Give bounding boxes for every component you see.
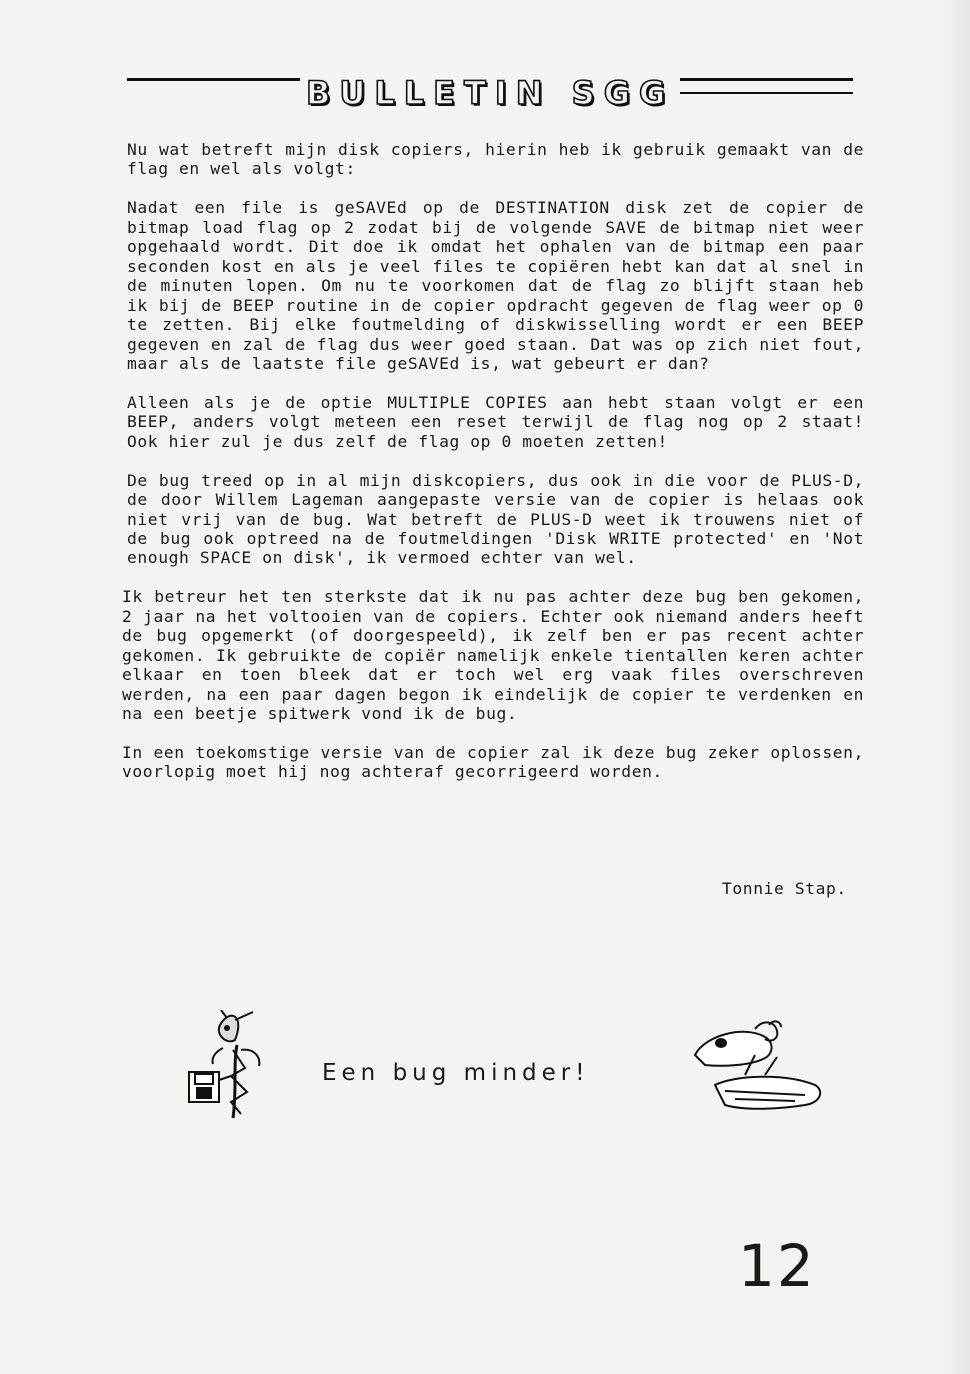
article-paragraph: Alleen als je de optie MULTIPLE COPIES aan hebt staan volgt er een BEEP, anders volgt meteen een reset terwijl de flag nog op 2 staat! Ook hier zul je dus zelf de flag op 0 moeten zetten! xyxy=(127,392,864,451)
article-paragraph: Ik betreur het ten sterkste dat ik nu pas achter deze bug ben gekomen, 2 jaar na het voltooien van de copiers. Echter ook niemand anders heeft de bug opgemerkt (of doorgespeeld), ik zelf ben er pas recent achter gekomen. Ik gebruikte de copiër namelijk enkele tientallen keren achter elkaar en toen bleek dat er toch wel erg vaak files overschreven werden, na een paar dagen begon ik eindelijk de copier te verdenken en na een beetje spitwerk vond ik de bug. xyxy=(122,587,864,724)
article-paragraph: Nu wat betreft mijn disk copiers, hierin heb ik gebruik gemaakt van de flag en wel als volgt: xyxy=(127,140,864,179)
bug-with-disk-icon xyxy=(175,1010,285,1130)
article-body xyxy=(122,140,864,801)
article-paragraph: In een toekomstige versie van de copier zal ik deze bug zeker oplossen, voorlopig moet hij nog achteraf gecorrigeerd worden. xyxy=(122,742,864,782)
page-number: 12 xyxy=(738,1232,816,1300)
article-paragraph: Nadat een file is geSAVEd op de DESTINATION disk zet de copier de bitmap load flag op 2 zodat bij de volgende SAVE de bitmap niet weer opgehaald wordt. Dit doe ik omdat het ophalen van de bitmap een paar seconden kost en als je veel files te copiëren hebt kan dat al snel in de minuten lopen. Om nu te voorkomen dat de flag zo blijft staan heb ik bij de BEEP routine in de copier opdracht gegeven de flag weer op 0 te zetten. Bij elke foutmelding of diskwisselling wordt er een BEEP gegeven en zal de flag dus weer goed staan. Dat was op zich niet fout, maar als de laatste file geSAVEd is, wat gebeurt er dan? xyxy=(127,198,864,373)
header-rule-secondary xyxy=(655,92,853,94)
page-edge-shadow xyxy=(942,0,970,1374)
bulletin-title xyxy=(300,70,680,116)
author-signature: Tonnie Stap. xyxy=(722,879,847,898)
bulletin-title-text: BULLETIN SGG xyxy=(306,74,675,112)
article-paragraph: De bug treed op in al mijn diskcopiers, dus ook in die voor de PLUS-D, de door Willem Lageman aangepaste versie van de copier is helaas ook niet vrij van de bug. Wat betreft de PLUS-D weet ik trouwens niet of de bug ook optreed na de foutmeldingen 'Disk WRITE protected' en 'Not enough SPACE on disk', ik vermoed echter van wel. xyxy=(127,470,864,568)
squashing-hand-icon xyxy=(685,1015,835,1125)
illustration-caption: Een bug minder! xyxy=(322,1060,590,1086)
